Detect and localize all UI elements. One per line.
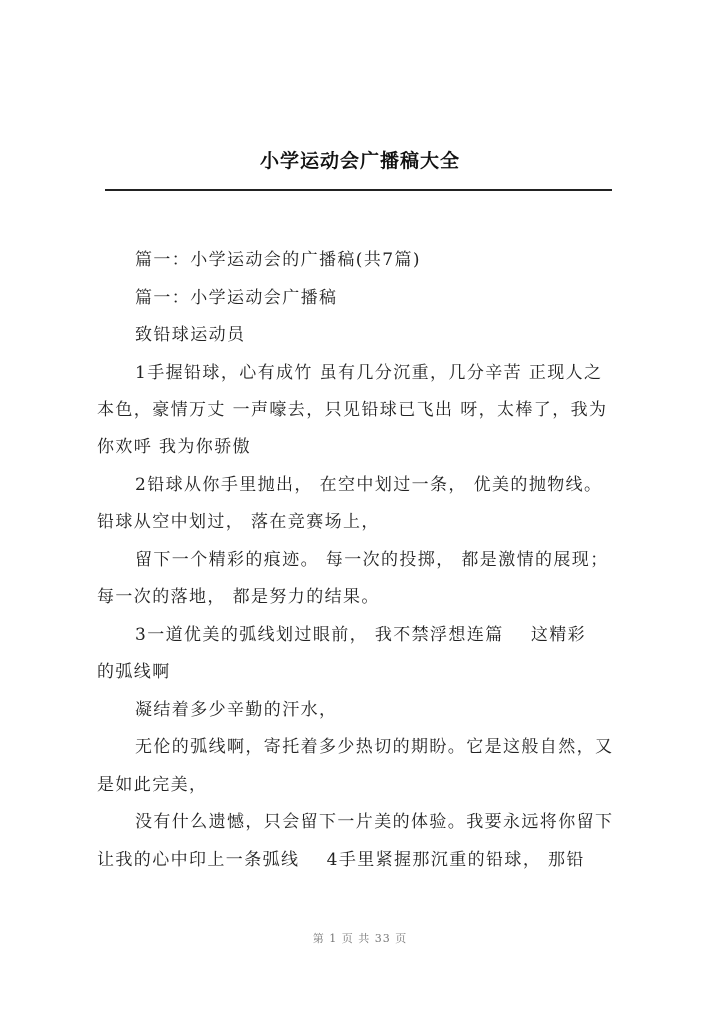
body-line: 2铅球从你手里抛出， 在空中划过一条， 优美的抛物线。 <box>135 475 603 495</box>
body-line: 凝结着多少辛勤的汗水， <box>135 700 338 720</box>
body-line: 3一道优美的弧线划过眼前， 我不禁浮想连篇 这精彩 <box>135 625 587 645</box>
body-line: 无伦的弧线啊，寄托着多少热切的期盼。它是这般自然，又 <box>135 737 614 757</box>
body-line: 每一次的落地， 都是努力的结果。 <box>97 587 380 607</box>
body-line: 篇一：小学运动会的广播稿(共7篇) <box>135 250 421 270</box>
body-line: 你欢呼 我为你骄傲 <box>97 437 252 457</box>
body-line: 本色，豪情万丈 一声嚎去，只见铅球已飞出 呀，太棒了，我为 <box>97 400 608 420</box>
body-line: 没有什么遗憾，只会留下一片美的体验。我要永远将你留下 <box>135 812 614 832</box>
body-line: 留下一个精彩的痕迹。 每一次的投掷， 都是激情的展现； <box>135 550 609 570</box>
body-line: 致铅球运动员 <box>135 325 246 345</box>
body-line: 是如此完美， <box>97 775 208 795</box>
body-line: 铅球从空中划过， 落在竞赛场上， <box>97 512 380 532</box>
page-number-footer: 第 1 页 共 33 页 <box>312 932 408 945</box>
body-line: 篇一：小学运动会广播稿 <box>135 288 338 308</box>
body-line: 的弧线啊 <box>97 662 171 682</box>
title-underline <box>105 189 612 191</box>
page-title: 小学运动会广播稿大全 <box>259 150 460 172</box>
body-line: 1手握铅球，心有成竹 虽有几分沉重，几分辛苦 正现人之 <box>135 363 603 383</box>
body-line: 让我的心中印上一条弧线 4手里紧握那沉重的铅球， 那铅 <box>97 850 585 870</box>
